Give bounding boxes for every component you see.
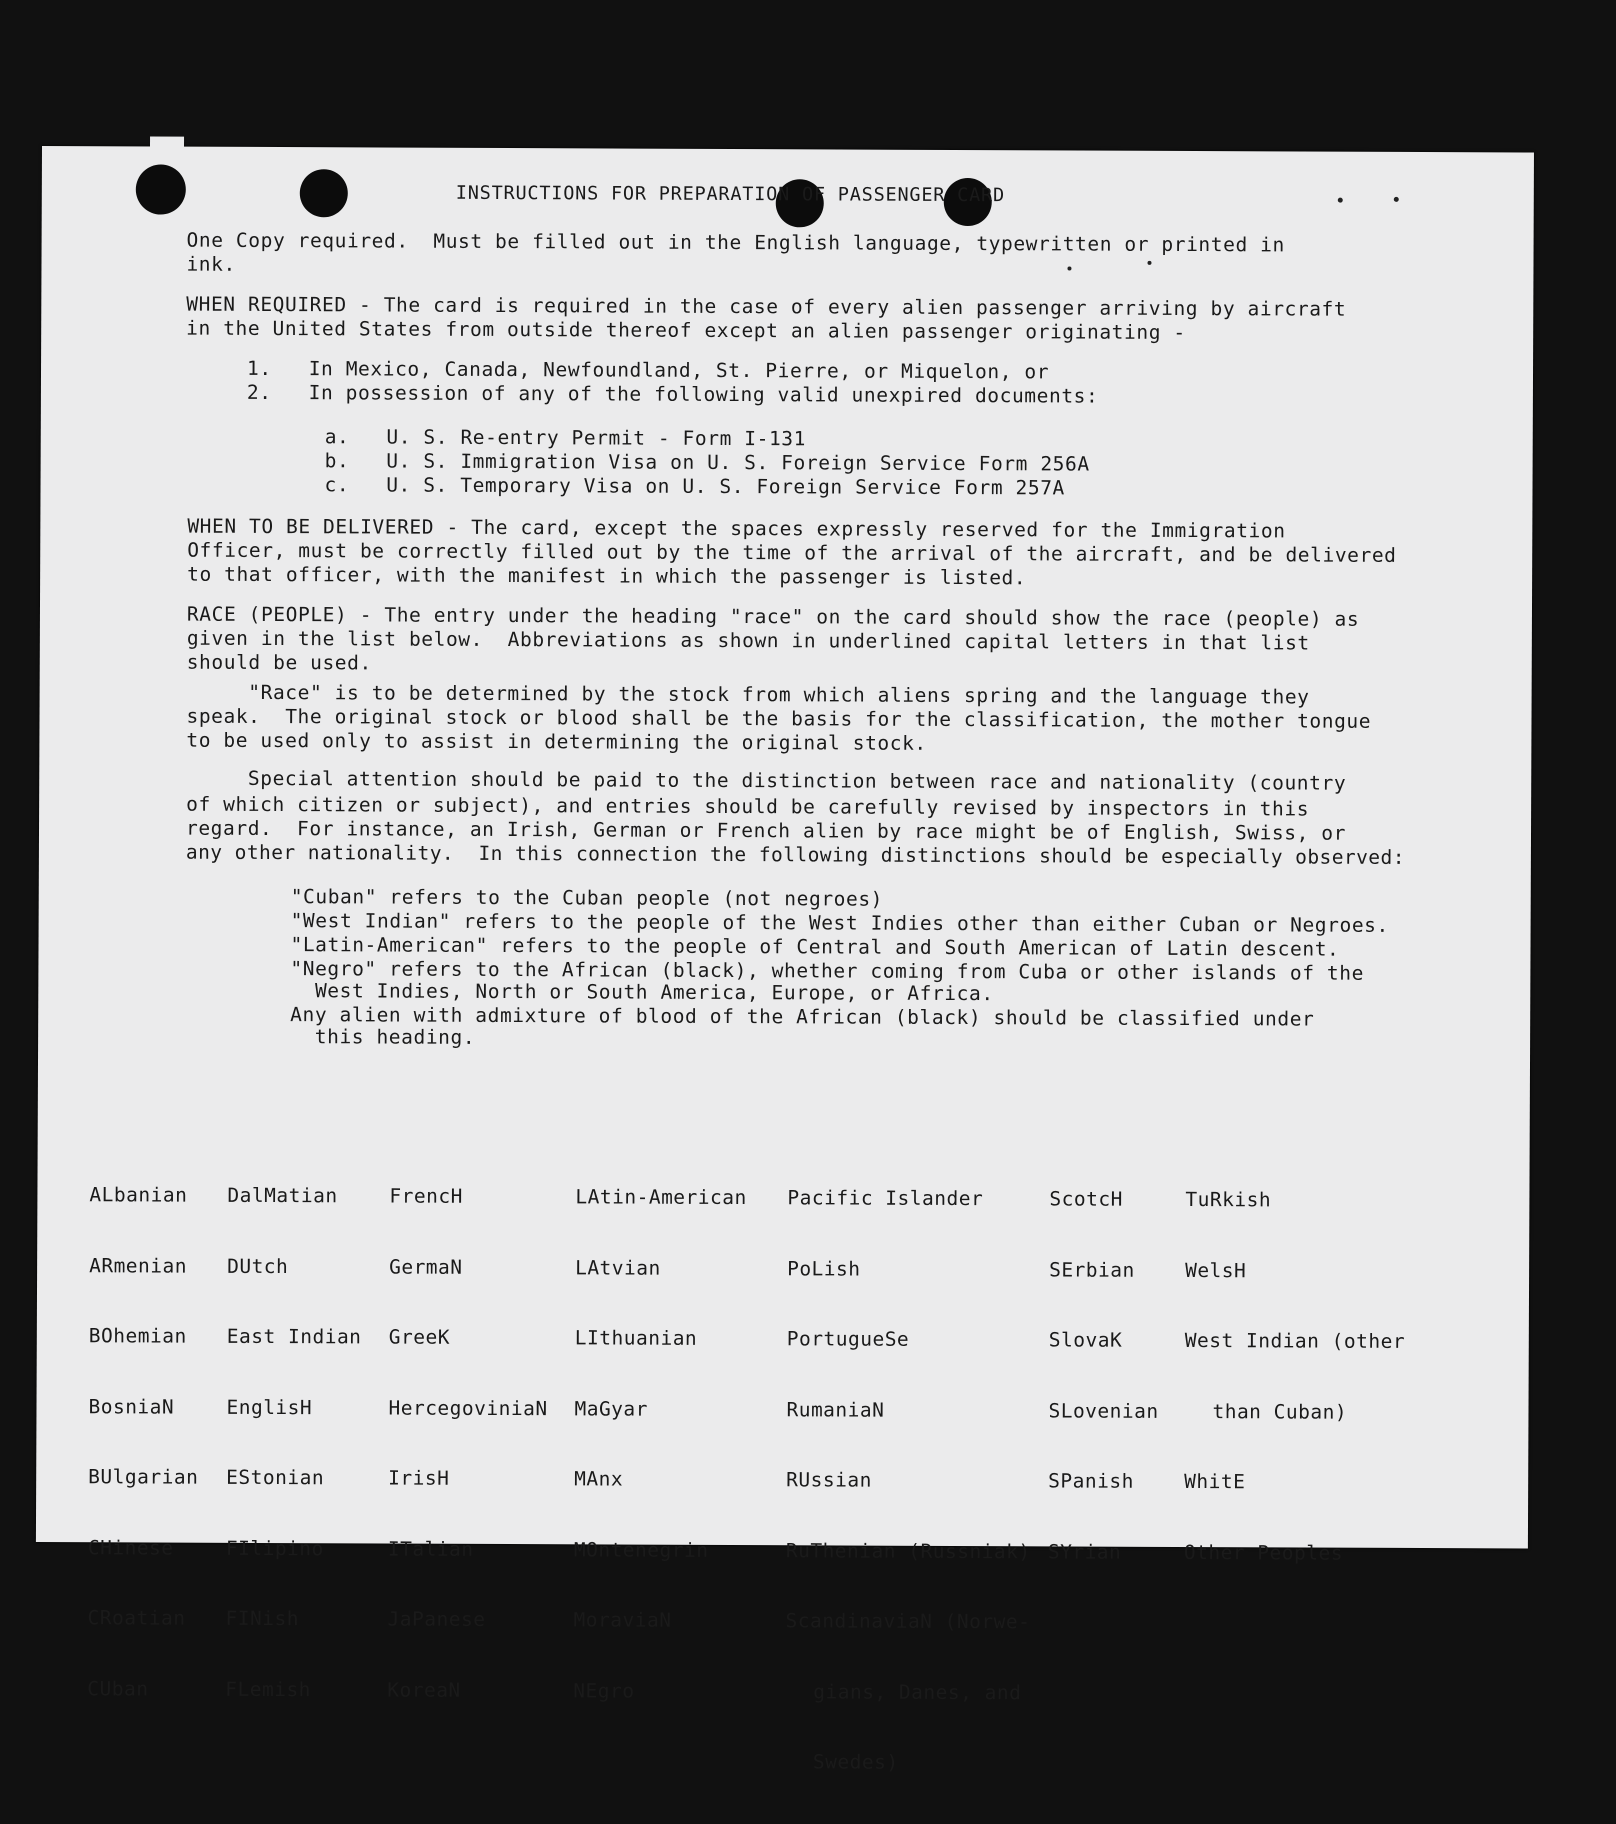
race-item: SYrian	[1047, 1539, 1122, 1564]
when-delivered-line-2: Officer, must be correctly filled out by the time of the arrival of the aircraft, and be delivered	[187, 538, 1397, 567]
race-item: CUban	[87, 1676, 149, 1700]
distinction-line-4: "Negro" refers to the African (black), whether coming from Cuba or other islands of the	[290, 957, 1365, 985]
race-item: RuThenian (Russniak)	[785, 1538, 1031, 1563]
race-item: Swedes)	[812, 1750, 899, 1774]
distinction-line-5: West Indies, North or South America, Europe, or Africa.	[290, 979, 994, 1006]
race-item: KoreaN	[387, 1678, 461, 1702]
race-item: PoLish	[787, 1256, 861, 1281]
punch-hole-icon	[300, 169, 348, 217]
race-definition-line-2: speak. The original stock or blood shall be the basis for the classification, the mother tongue	[186, 704, 1372, 733]
when-required-line-2: in the United States from outside thereof except an alien passenger originating -	[186, 316, 1186, 344]
race-item: ARmenian	[89, 1253, 188, 1278]
race-item: FLemish	[225, 1677, 312, 1701]
distinction-line-6: Any alien with admixture of blood of the African (black) should be classified under	[290, 1003, 1315, 1031]
race-item: SlovaK	[1048, 1328, 1123, 1352]
race-item: GermaN	[389, 1255, 463, 1279]
race-item: JaPanese	[387, 1607, 486, 1631]
race-item: ALbanian	[89, 1183, 188, 1207]
punch-hole-icon	[136, 164, 186, 214]
race-item: West Indian (other	[1184, 1328, 1406, 1353]
race-item: SPanish	[1048, 1469, 1134, 1493]
race-item: ITalian	[387, 1537, 474, 1561]
distinction-line-2: "West Indian" refers to the people of the West Indies other than either Cuban or Negroes.	[290, 909, 1389, 937]
race-item: ScandinaviaN (Norwe-	[785, 1609, 1031, 1634]
document-title: INSTRUCTIONS FOR PREPARATION OF PASSENGER CARD	[455, 182, 1005, 207]
attention-line-1: Special attention should be paid to the distinction between race and nationality (country	[186, 766, 1347, 795]
race-item: GreeK	[388, 1325, 451, 1349]
race-definition-line-1: "Race" is to be determined by the stock from which aliens spring and the language they	[186, 680, 1310, 709]
exception-item-1: 1. In Mexico, Canada, Newfoundland, St. Pierre, or Miquelon, or	[246, 356, 1050, 384]
race-item: SErbian	[1049, 1257, 1135, 1282]
race-list-column-3	[387, 1138, 549, 1750]
race-item: EStonian	[226, 1465, 325, 1490]
attention-line-3: regard. For instance, an Irish, German or French alien by race might be of English, Swiss, or	[185, 816, 1347, 845]
race-item: BOhemian	[88, 1324, 187, 1348]
race-item: FIlipino	[225, 1536, 324, 1560]
intro-line-2: ink.	[186, 252, 236, 276]
race-item: BUlgarian	[88, 1465, 199, 1489]
race-item: WelsH	[1185, 1258, 1247, 1282]
race-item: PortugueSe	[786, 1327, 910, 1351]
race-item: MaGyar	[574, 1396, 648, 1421]
race-item: WhitE	[1184, 1469, 1246, 1494]
race-item: FrencH	[389, 1184, 463, 1208]
race-item: DUtch	[227, 1254, 289, 1278]
race-item: HercegoviniaN	[388, 1396, 548, 1420]
race-item: BosniaN	[88, 1394, 175, 1419]
race-list-column-5	[785, 1139, 1033, 1822]
race-item: CRoatian	[87, 1606, 186, 1630]
race-heading-line-1: RACE (PEOPLE) - The entry under the heading "race" on the card should show the race (people) as	[186, 602, 1360, 631]
race-list-column-1	[87, 1136, 200, 1747]
race-item: ScotcH	[1049, 1187, 1123, 1211]
race-item: gians, Danes, and	[813, 1679, 1022, 1704]
intro-line-1: One Copy required. Must be filled out in the English language, typewritten or printed in	[186, 228, 1285, 257]
when-delivered-line-1: WHEN TO BE DELIVERED - The card, except the spaces expressly reserved for the Immigration	[187, 514, 1286, 543]
race-item: than Cuban)	[1212, 1399, 1348, 1424]
race-list-column-2	[225, 1137, 362, 1749]
race-item: RumaniaN	[786, 1397, 885, 1422]
race-item: IrisH	[388, 1466, 450, 1490]
attention-line-2: of which citizen or subject), and entries should be carefully revised by inspectors in this	[186, 792, 1310, 821]
distinction-line-7: this heading.	[290, 1025, 476, 1049]
race-item: NEgro	[573, 1678, 635, 1703]
race-item: LAtin-American	[575, 1185, 747, 1210]
race-heading-line-2: given in the list below. Abbreviations as shown in underlined capital letters in that list	[186, 626, 1310, 655]
exception-item-2: 2. In possession of any of the following valid unexpired documents:	[246, 380, 1099, 408]
race-definition-line-3: to be used only to assist in determining the original stock.	[186, 728, 927, 755]
distinction-line-1: "Cuban" refers to the Cuban people (not negroes)	[290, 885, 884, 911]
document-item-a: a. U. S. Re-entry Permit - Form I-131	[324, 425, 807, 451]
race-item: MAnx	[574, 1467, 624, 1491]
document-item-b: b. U. S. Immigration Visa on U. S. Foreign Service Form 256A	[324, 449, 1090, 476]
race-list-column-7	[1184, 1141, 1406, 1612]
race-item: East Indian	[226, 1324, 362, 1349]
race-item: Other Peoples	[1183, 1540, 1344, 1565]
race-item: RUssian	[786, 1468, 872, 1492]
race-item: LIthuanian	[574, 1326, 698, 1350]
race-item: Pacific Islander	[787, 1186, 984, 1211]
when-required-line-1: WHEN REQUIRED - The card is required in the case of every alien passenger arriving by aircraft	[186, 292, 1347, 321]
race-item: LAtvian	[575, 1255, 661, 1280]
race-heading-line-3: should be used.	[186, 650, 372, 675]
race-item: CHinese	[87, 1535, 174, 1560]
race-list-column-6	[1048, 1140, 1160, 1610]
document-item-c: c. U. S. Temporary Visa on U. S. Foreign Service Form 257A	[324, 473, 1065, 500]
race-item: DalMatian	[227, 1183, 338, 1208]
race-item: MoraviaN	[573, 1608, 672, 1632]
race-item: FINish	[225, 1606, 300, 1631]
race-item: SLovenian	[1048, 1398, 1159, 1423]
when-delivered-line-3: to that officer, with the manifest in which the passenger is listed.	[187, 562, 1027, 590]
document-sheet	[36, 146, 1534, 1774]
race-list-column-4	[573, 1138, 747, 1750]
race-item: MOntenegrin	[573, 1537, 709, 1562]
attention-line-4: any other nationality. In this connection the following distinctions should be especially observed:	[185, 840, 1405, 869]
distinction-line-3: "Latin-American" refers to the people of Central and South American of Latin descent.	[290, 933, 1340, 961]
race-item: EnglisH	[226, 1395, 313, 1419]
race-item: TuRkish	[1185, 1187, 1272, 1212]
